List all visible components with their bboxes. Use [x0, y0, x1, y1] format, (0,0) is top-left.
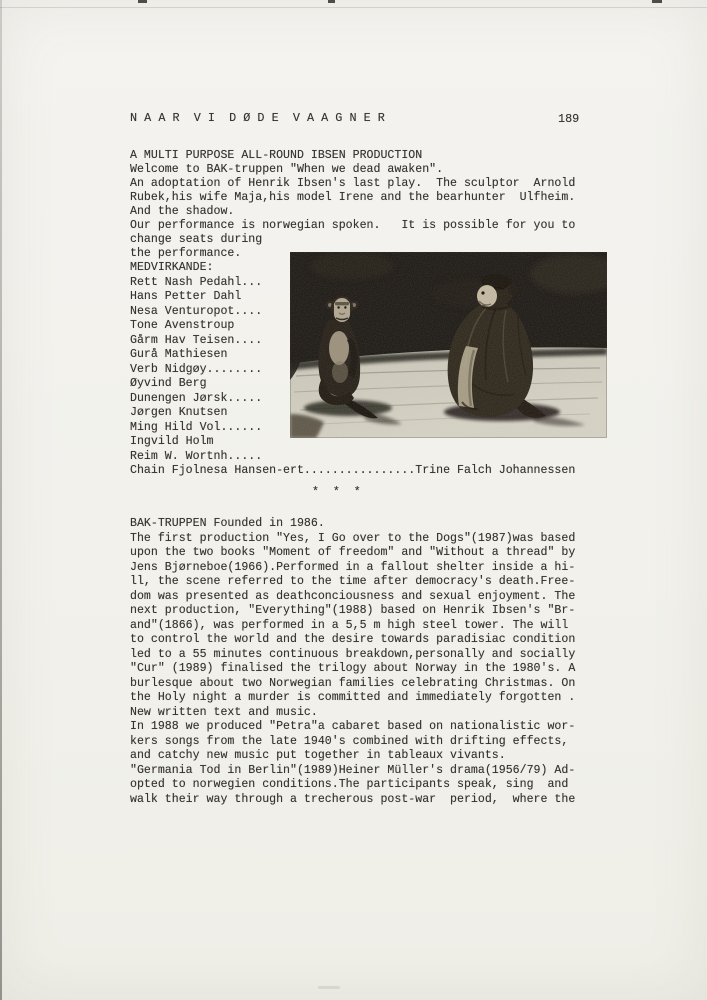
text-line: Dunengen Jørsk..... — [130, 391, 263, 405]
text-line: Hans Petter Dahl — [130, 290, 242, 303]
text-line: Rubek,his wife Maja,his model Irene and the bearhunter Ulfheim. — [130, 191, 576, 204]
text-line: burlesque about two Norwegian families celebrating Christmas. On — [130, 676, 576, 690]
text-line: Jørgen Knutsen — [130, 406, 228, 419]
text-line: the Holy night a murder is committed and immediately forgotten . — [130, 691, 576, 704]
text-line: Gurå Mathiesen — [130, 348, 228, 361]
page-number: 189 — [558, 112, 580, 126]
text-line: Ming Hild Vol...... — [130, 420, 263, 434]
history-paragraphs — [130, 517, 575, 807]
text-line: Tone Avenstroup — [130, 319, 235, 332]
text-line: and catchy new music put together in tableaux vivants. — [130, 749, 506, 762]
text-line: "Cur" (1989) finalised the trilogy about Norway in the 1980's. A — [130, 662, 576, 675]
text-line: walk their way through a trecherous post-war period, where the — [130, 792, 576, 806]
production-photo — [290, 252, 607, 438]
text-line: Reim W. Wortnh..... — [130, 449, 263, 463]
text-line: New written text and music. — [130, 705, 318, 719]
scan-artifact-smudge — [318, 986, 340, 989]
text-line: Ingvild Holm — [130, 435, 214, 448]
text-line: In 1988 we produced "Petra"a cabaret based on nationalistic wor- — [130, 720, 576, 733]
intro-paragraph — [130, 149, 575, 261]
text-line: Rett Nash Pedahl... — [130, 275, 263, 289]
text-line: opted to norwegien conditions.The participants speak, sing and — [130, 778, 569, 791]
text-line: ll, the scene referred to the time after democracy's death.Free- — [130, 575, 576, 588]
text-line: upon the two books "Moment of freedom" and "Without a thread" by — [130, 546, 576, 559]
text-line: Jens Bjørneboe(1966).Performed in a fallout shelter inside a hi- — [130, 560, 576, 574]
text-line: to control the world and the desire towards paradisiac condition — [130, 633, 576, 646]
text-line: Our performance is norwegian spoken. It is possible for you to — [130, 219, 576, 232]
page-title: N A A R V I D Ø D E V A A G N E R — [130, 111, 385, 125]
text-line: BAK-TRUPPEN Founded in 1986. — [130, 517, 325, 530]
text-line: And the shadow. — [130, 205, 235, 218]
scan-edge-top — [0, 7, 707, 8]
text-line: Chain Fjolnesa Hansen-ert................Trine Falch Johannessen — [130, 464, 576, 477]
text-line: Gårm Hav Teisen.... — [130, 333, 263, 347]
text-line: Welcome to BAK-truppen "When we dead awaken". — [130, 163, 444, 176]
scan-artifact-mark — [328, 0, 335, 3]
text-line: "Germania Tod in Berlin"(1989)Heiner Müller's drama(1956/79) Ad- — [130, 763, 576, 777]
scan-artifact-mark — [652, 0, 662, 3]
text-line: and"(1866), was performed in a 5,5 m high steel tower. The will — [130, 618, 569, 632]
scan-artifact-mark — [138, 0, 147, 3]
text-line: change seats during — [130, 233, 263, 246]
text-line: A MULTI PURPOSE ALL-ROUND IBSEN PRODUCTION — [130, 149, 423, 162]
text-line: led to a 55 minutes continuous breakdown,personally and socially — [130, 647, 576, 661]
scan-edge-left — [0, 0, 2, 1000]
text-line: the performance. — [130, 247, 242, 260]
text-line: dom was presented as deathconciousness and sexual enjoyment. The — [130, 589, 576, 603]
section-separator: * * * — [312, 486, 361, 499]
text-line: An adoptation of Henrik Ibsen's last play. The sculptor Arnold — [130, 177, 576, 190]
text-line: Nesa Venturopot.... — [130, 304, 263, 318]
text-line: Øyvind Berg — [130, 377, 207, 390]
text-line: Verb Nidgøy........ — [130, 362, 263, 376]
text-line: kers songs from the late 1940's combined with drifting effects, — [130, 734, 569, 748]
text-line: MEDVIRKANDE: — [130, 261, 214, 274]
text-line: next production, "Everything"(1988) based on Henrik Ibsen's "Br- — [130, 604, 576, 617]
text-line: The first production "Yes, I Go over to the Dogs"(1987)was based — [130, 531, 576, 545]
